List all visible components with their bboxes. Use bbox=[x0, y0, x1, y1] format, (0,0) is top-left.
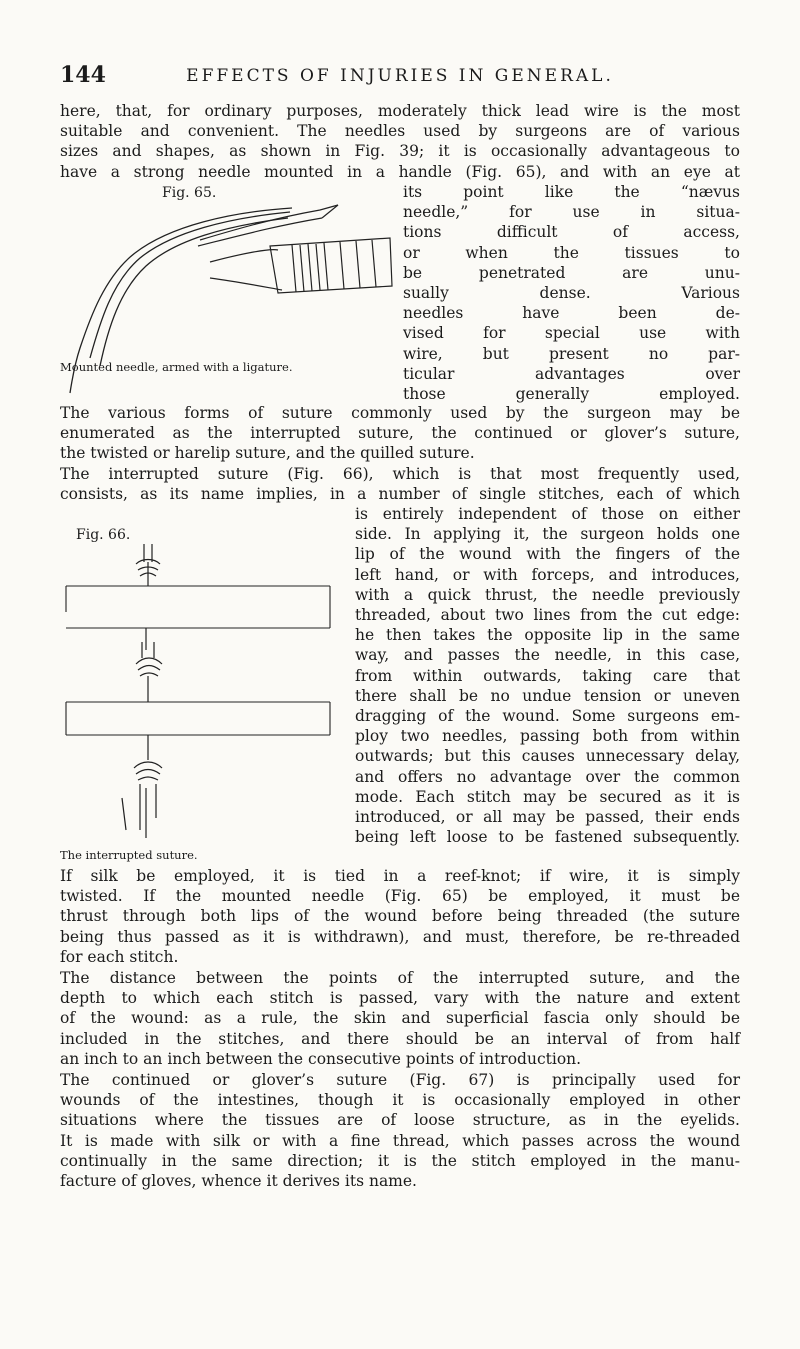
text-line: being thus passed as it is withdrawn), and must, therefore, be re-threaded bbox=[60, 927, 740, 946]
text-line: If silk be employed, it is tied in a reef-knot; if wire, it is simply bbox=[60, 867, 740, 885]
text-line: from within outwards, taking care that bbox=[355, 666, 740, 685]
text-line: have a strong needle mounted in a handle (Fig. 65), and with an eye at bbox=[60, 162, 740, 181]
text-line: an inch to an inch between the consecutive points of introduction. bbox=[60, 1049, 582, 1068]
text-line: The various forms of suture commonly used by the surgeon may be bbox=[60, 404, 740, 422]
needle-shaft bbox=[198, 205, 338, 246]
text-line: way, and passes the needle, in this case, bbox=[355, 646, 740, 665]
text-line: sizes and shapes, as shown in Fig. 39; it is occasionally advantageous to bbox=[60, 142, 740, 161]
lower-flap bbox=[66, 702, 330, 735]
text-line: the twisted or harelip suture, and the quilled suture. bbox=[60, 444, 475, 463]
text-line: outwards; but this causes unnecessary delay, bbox=[355, 747, 740, 766]
text-line: needle,” for use in situa- bbox=[403, 203, 740, 222]
para4 bbox=[60, 968, 740, 1069]
text-line: sually dense. Various bbox=[403, 284, 740, 303]
stitch-2 bbox=[136, 628, 162, 702]
stitch-3 bbox=[122, 735, 162, 838]
text-line: for each stitch. bbox=[60, 947, 179, 966]
text-line: is entirely independent of those on either bbox=[355, 505, 740, 523]
text-line: The interrupted suture (Fig. 66), which is that most frequently used, bbox=[60, 465, 740, 483]
text-line: wounds of the intestines, though it is occasionally employed in other bbox=[60, 1091, 740, 1110]
para2 bbox=[60, 403, 740, 464]
text-line: needles have been de- bbox=[403, 304, 740, 323]
para1-side bbox=[403, 182, 740, 404]
text-line: dragging of the wound. Some surgeons em- bbox=[355, 707, 740, 726]
text-line: consists, as its name implies, in a number of single stitches, each of which bbox=[60, 485, 740, 504]
text-line: depth to which each stitch is passed, vary with the nature and extent bbox=[60, 989, 740, 1008]
fig66-illustration bbox=[60, 540, 345, 840]
text-line: those generally employed. bbox=[403, 385, 740, 404]
text-line: situations where the tissues are of loose structure, as in the eyelids. bbox=[60, 1111, 740, 1130]
text-line: ticular advantages over bbox=[403, 364, 740, 383]
stitch-1 bbox=[136, 544, 160, 586]
needle-handle bbox=[210, 238, 392, 293]
para3-side bbox=[355, 504, 740, 847]
text-line: or when the tissues to bbox=[403, 243, 740, 262]
text-line: its point like the “nævus bbox=[403, 183, 740, 201]
text-line: facture of gloves, whence it derives its name. bbox=[60, 1172, 417, 1191]
text-line: mode. Each stitch may be secured as it is bbox=[355, 787, 740, 806]
text-line: It is made with silk or with a fine thread, which passes across the wound bbox=[60, 1131, 740, 1150]
text-line: wire, but present no par- bbox=[403, 344, 740, 363]
text-line: left hand, or with forceps, and introduces, bbox=[355, 565, 740, 584]
text-line: ploy two needles, passing both from within bbox=[355, 727, 740, 746]
page-number: 144 bbox=[60, 62, 106, 88]
text-line: there shall be no undue tension or uneven bbox=[355, 686, 740, 705]
para5 bbox=[60, 1070, 740, 1191]
fig66-caption: The interrupted suture. bbox=[60, 848, 198, 862]
text-line: vised for special use with bbox=[403, 324, 740, 343]
text-line: be penetrated are unu- bbox=[403, 263, 740, 282]
fig65-illustration bbox=[60, 198, 395, 408]
fig65-caption: Mounted needle, armed with a ligature. bbox=[60, 360, 293, 374]
text-line: he then takes the opposite lip in the same bbox=[355, 626, 740, 645]
text-line: lip of the wound with the fingers of the bbox=[355, 545, 740, 564]
text-line: of the wound: as a rule, the skin and superficial fascia only should be bbox=[60, 1009, 740, 1028]
running-title: EFFECTS OF INJURIES IN GENERAL. bbox=[186, 66, 614, 86]
text-line: introduced, or all may be passed, their ends bbox=[355, 808, 740, 827]
running-header bbox=[60, 62, 740, 92]
text-line: suitable and convenient. The needles used by surgeons are of various bbox=[60, 122, 740, 141]
para3-top bbox=[60, 464, 740, 504]
text-line: side. In applying it, the surgeon holds one bbox=[355, 525, 740, 544]
text-line: enumerated as the interrupted suture, the continued or glover’s suture, bbox=[60, 424, 740, 443]
fig66-label: Fig. 66. bbox=[76, 527, 131, 543]
text-line: being left loose to be fastened subsequently. bbox=[355, 828, 740, 847]
para3-bottom bbox=[60, 866, 740, 967]
text-line: included in the stitches, and there should be an interval of from half bbox=[60, 1029, 740, 1048]
fig65-label: Fig. 65. bbox=[162, 185, 217, 201]
text-line: twisted. If the mounted needle (Fig. 65) be employed, it must be bbox=[60, 887, 740, 906]
text-line: The continued or glover’s suture (Fig. 67) is principally used for bbox=[60, 1071, 740, 1089]
para1-full bbox=[60, 101, 740, 182]
text-line: tions difficult of access, bbox=[403, 223, 740, 242]
text-line: threaded, about two lines from the cut edge: bbox=[355, 606, 740, 625]
text-line: thrust through both lips of the wound before being threaded (the suture bbox=[60, 907, 740, 926]
text-line: continually in the same direction; it is the stitch employed in the manu- bbox=[60, 1151, 740, 1170]
upper-flap bbox=[66, 586, 330, 628]
text-line: with a quick thrust, the needle previously bbox=[355, 585, 740, 604]
text-line: here, that, for ordinary purposes, moderately thick lead wire is the most bbox=[60, 102, 740, 120]
text-line: and offers no advantage over the common bbox=[355, 767, 740, 786]
text-line: The distance between the points of the interrupted suture, and the bbox=[60, 969, 740, 987]
